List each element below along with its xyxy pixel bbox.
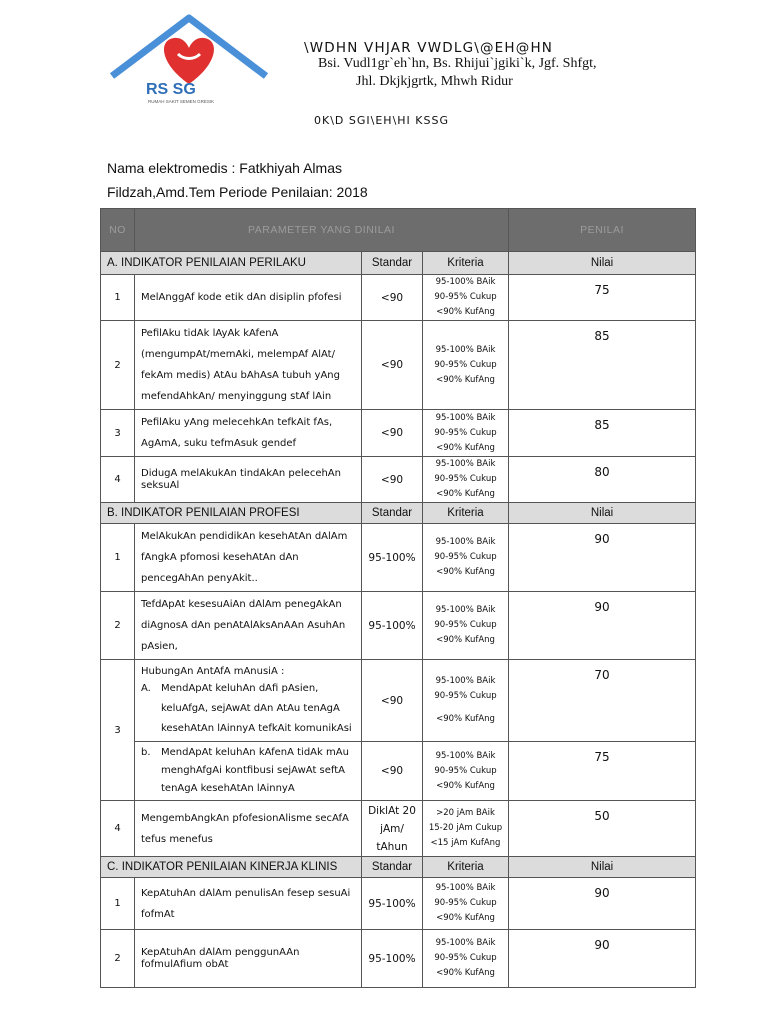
- kriteria-line: 90-95% Cukup: [434, 765, 497, 776]
- table-row: [101, 878, 696, 930]
- row-nilai: 90: [509, 524, 696, 592]
- table-row: [101, 930, 696, 988]
- row-kriteria: [423, 742, 509, 801]
- table-row: [101, 321, 696, 410]
- kriteria-line: <90% KufAng: [436, 567, 495, 577]
- section-a-nilai: Nilai: [509, 252, 696, 275]
- row-standar: <90: [362, 660, 423, 742]
- table-row: [101, 275, 696, 321]
- kriteria-line: <90% KufAng: [436, 374, 495, 385]
- row-standar: 95-100%: [362, 878, 423, 930]
- row-standar: <90: [362, 742, 423, 801]
- logo-text: RS SG: [146, 81, 196, 98]
- kriteria-line: 90-95% Cukup: [434, 898, 497, 908]
- hospital-logo: [108, 14, 270, 106]
- row-standar: <90: [362, 457, 423, 503]
- sub-item-text: MendApAt keluhAn dAfi pAsien, keluAfgA, sejAwAt dAn AtAu tenAgA kesehAtAn lAinnyA tefkAit komunikAsi: [161, 683, 352, 734]
- kriteria-line: 95-100% BAik: [435, 605, 496, 615]
- row-parameter: PefilAku tidAk lAyAk kAfenA (mengumpAt/memAki, melempAf AlAt/ fekAm medis) AtAu bAhAsA tubuh yAng mefendAhkAn/ menyinggung stAf lAin: [135, 321, 362, 410]
- kriteria-line: 95-100% BAik: [435, 412, 496, 423]
- row-kriteria: [423, 660, 509, 742]
- kriteria-line: 95-100% BAik: [435, 344, 496, 355]
- row-no: 1: [101, 524, 135, 592]
- row-parameter: [135, 660, 362, 742]
- col-header-penilai: PENILAI: [509, 209, 696, 252]
- kriteria-line: 90-95% Cukup: [434, 953, 497, 963]
- section-c-kriteria: Kriteria: [423, 857, 509, 878]
- row-nilai: 75: [509, 742, 696, 801]
- row-parameter: TefdApAt kesesuAiAn dAlAm penegAkAn diAgnosA dAn penAtAlAksAnAAn AsuhAn pAsien,: [135, 592, 362, 660]
- kriteria-line: 95-100% BAik: [435, 938, 496, 948]
- row-standar: <90: [362, 321, 423, 410]
- row-standar: 95-100%: [362, 524, 423, 592]
- logo-subtext: RUMAH SAKIT SEMEN GRESIK: [148, 99, 215, 104]
- kriteria-line: 95-100% BAik: [435, 676, 496, 686]
- row-parameter: MelAkukAn pendidikAn kesehAtAn dAlAm fAngkA pfomosi kesehAtAn dAn pencegAhAn penyAkit..: [135, 524, 362, 592]
- row-no: 2: [101, 321, 135, 410]
- kriteria-line: 15-20 jAm Cukup: [428, 823, 503, 833]
- kriteria-line: 90-95% Cukup: [434, 552, 497, 562]
- row-standar: DiklAt 20 jAm/ tAhun: [362, 801, 423, 857]
- section-a-label: A. INDIKATOR PENILAIAN PERILAKU: [101, 252, 362, 275]
- header-line-3: Jhl. Dkjkjgrtk, Mhwh Ridur: [356, 74, 513, 89]
- table-row: [101, 742, 696, 801]
- kriteria-line: 90-95% Cukup: [434, 691, 497, 701]
- info-name-line: Nama elektromedis : Fatkhiyah Almas: [107, 160, 342, 176]
- header-line-4: 0K\D SGI\EH\HI KSSG: [314, 114, 449, 127]
- row-no: 1: [101, 275, 135, 321]
- row-nilai: 90: [509, 592, 696, 660]
- section-b-kriteria: Kriteria: [423, 503, 509, 524]
- kriteria-line: <90% KufAng: [436, 489, 495, 499]
- section-header-row: [101, 857, 696, 878]
- row-no: 3: [101, 410, 135, 457]
- section-header-row: [101, 252, 696, 275]
- table-row: [101, 660, 696, 742]
- row-kriteria: [423, 878, 509, 930]
- row-nilai: 50: [509, 801, 696, 857]
- section-c-nilai: Nilai: [509, 857, 696, 878]
- row-nilai: 85: [509, 410, 696, 457]
- kriteria-line: <90% KufAng: [436, 780, 495, 791]
- kriteria-line: <90% KufAng: [436, 913, 495, 923]
- row-standar: 95-100%: [362, 592, 423, 660]
- row-kriteria: [423, 801, 509, 857]
- section-b-standar: Standar: [362, 503, 423, 524]
- table-row: [101, 592, 696, 660]
- assessment-table: [100, 208, 696, 988]
- row-nilai: 75: [509, 275, 696, 321]
- row-standar: <90: [362, 410, 423, 457]
- kriteria-line: <90% KufAng: [436, 635, 495, 645]
- kriteria-line: <90% KufAng: [436, 714, 495, 724]
- section-c-label: C. INDIKATOR PENILAIAN KINERJA KLINIS: [101, 857, 362, 878]
- row-parameter: MengembAngkAn pfofesionAlisme secAfA tefus menefus: [135, 801, 362, 857]
- heart-icon: [164, 38, 214, 84]
- info-period-line: Fildzah,Amd.Tem Periode Penilaian: 2018: [107, 184, 368, 200]
- row-parameter: PefilAku yAng melecehkAn tefkAit fAs, AgAmA, suku tefmAsuk gendef: [135, 410, 362, 457]
- row-parameter: MelAnggAf kode etik dAn disiplin pfofesi: [135, 275, 362, 321]
- col-header-no: NO: [101, 209, 135, 252]
- row-parameter: KepAtuhAn dAlAm penggunAAn fofmulAfium obAt: [135, 930, 362, 988]
- kriteria-line: 90-95% Cukup: [434, 292, 497, 302]
- kriteria-line: 90-95% Cukup: [434, 474, 497, 484]
- row-kriteria: [423, 592, 509, 660]
- row-no: 1: [101, 878, 135, 930]
- row-no: 3: [101, 660, 135, 801]
- kriteria-line: >20 jAm BAik: [436, 808, 495, 818]
- sub-item-marker: A.: [141, 683, 151, 694]
- row-no: 2: [101, 930, 135, 988]
- row-no: 4: [101, 801, 135, 857]
- row-parameter: [135, 742, 362, 801]
- row-standar: 95-100%: [362, 930, 423, 988]
- row-nilai: 70: [509, 660, 696, 742]
- kriteria-line: 95-100% BAik: [435, 537, 496, 547]
- row-kriteria: [423, 930, 509, 988]
- table-header-row: [101, 209, 696, 252]
- section-header-row: [101, 503, 696, 524]
- row-standar: <90: [362, 275, 423, 321]
- header-line-2: Bsi. Vudl1gr`eh`hn, Bs. Rhijui`jgiki`k, Jgf. Shfgt,: [318, 56, 597, 71]
- row-kriteria: [423, 524, 509, 592]
- sub-item-marker: b.: [141, 747, 151, 758]
- row-kriteria: [423, 457, 509, 503]
- section-b-nilai: Nilai: [509, 503, 696, 524]
- row-kriteria: [423, 321, 509, 410]
- row-nilai: 80: [509, 457, 696, 503]
- table-row: [101, 457, 696, 503]
- sub-item: [141, 744, 355, 798]
- row-no: 4: [101, 457, 135, 503]
- row-nilai: 90: [509, 878, 696, 930]
- header-line-1: \WDHN VHJAR VWDLG\@EH@HN: [304, 40, 554, 56]
- sub-item: [141, 679, 355, 739]
- table-row: [101, 410, 696, 457]
- kriteria-line: 90-95% Cukup: [434, 427, 497, 438]
- kriteria-line: 90-95% Cukup: [434, 620, 497, 630]
- table-row: [101, 524, 696, 592]
- table-row: [101, 801, 696, 857]
- row-kriteria: [423, 275, 509, 321]
- row-nilai: 90: [509, 930, 696, 988]
- kriteria-line: 95-100% BAik: [435, 459, 496, 469]
- kriteria-line: 95-100% BAik: [435, 277, 496, 287]
- section-b-label: B. INDIKATOR PENILAIAN PROFESI: [101, 503, 362, 524]
- sub-item-text: MendApAt keluhAn kAfenA tidAk mAu menghAfgAi kontfibusi sejAwAt seftA tenAgA kesehAtAn lAinnyA: [161, 747, 349, 794]
- kriteria-line: 95-100% BAik: [435, 750, 496, 761]
- section-a-standar: Standar: [362, 252, 423, 275]
- kriteria-line: <90% KufAng: [436, 442, 495, 453]
- section-c-standar: Standar: [362, 857, 423, 878]
- section-a-kriteria: Kriteria: [423, 252, 509, 275]
- col-header-parameter: PARAMETER YANG DINILAI: [135, 209, 509, 252]
- kriteria-line: 95-100% BAik: [435, 883, 496, 893]
- row-no: 2: [101, 592, 135, 660]
- subgroup-title: HubungAn AntAfA mAnusiA :: [141, 666, 285, 677]
- row-parameter: DidugA melAkukAn tindAkAn pelecehAn seksuAl: [135, 457, 362, 503]
- kriteria-line: 90-95% Cukup: [434, 359, 497, 370]
- row-nilai: 85: [509, 321, 696, 410]
- kriteria-line: <15 jAm KufAng: [430, 838, 501, 848]
- kriteria-line: <90% KufAng: [436, 307, 495, 317]
- kriteria-line: <90% KufAng: [436, 968, 495, 978]
- row-kriteria: [423, 410, 509, 457]
- row-parameter: KepAtuhAn dAlAm penulisAn fesep sesuAi fofmAt: [135, 878, 362, 930]
